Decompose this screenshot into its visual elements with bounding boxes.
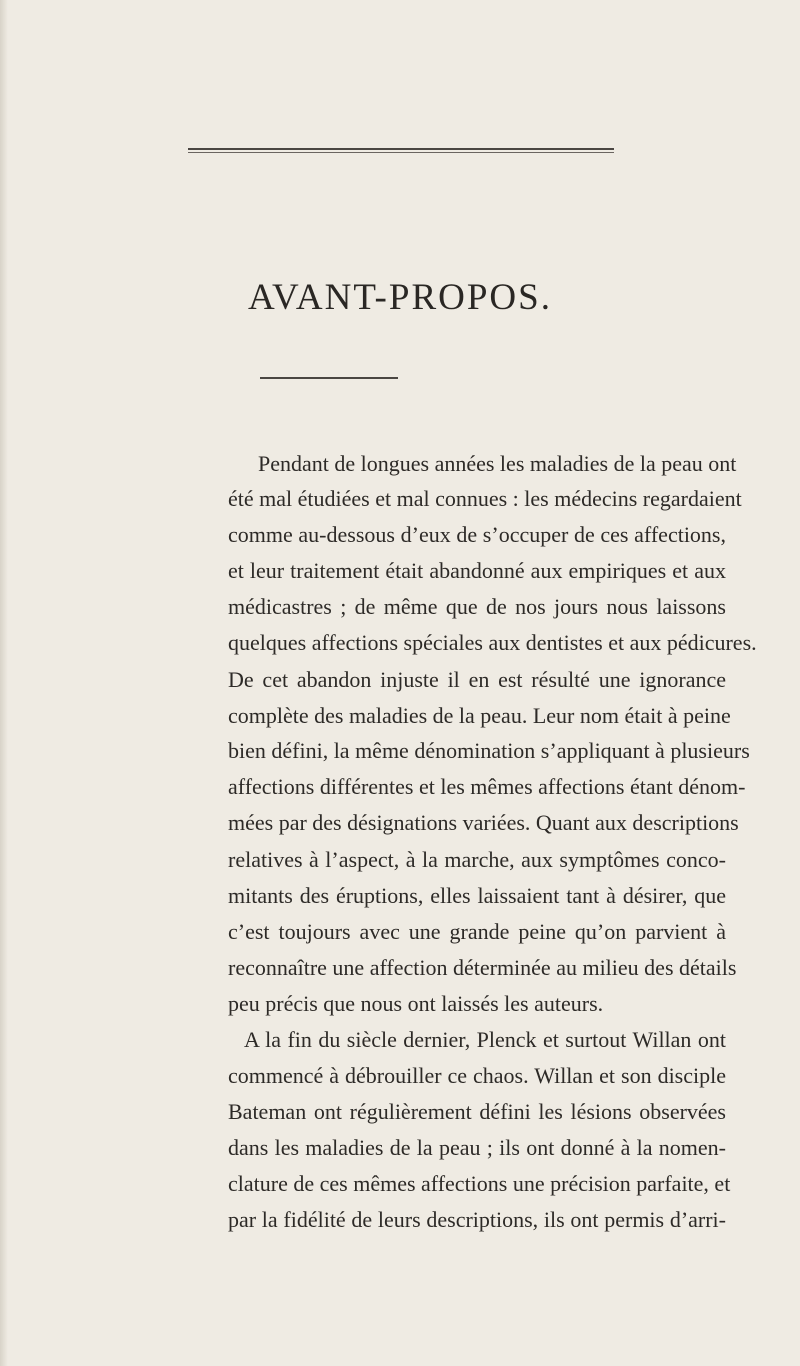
text-line: clature de ces mêmes affections une précision parfaite, et xyxy=(228,1171,731,1196)
text-line: dans les maladies de la peau ; ils ont donné à la nomen- xyxy=(228,1135,726,1160)
text-line: et leur traitement était abandonné aux empiriques et aux xyxy=(228,558,726,583)
text-line: par la fidélité de leurs descriptions, ils ont permis d’arri- xyxy=(228,1207,726,1232)
text-line: médicastres ; de même que de nos jours nous laissons xyxy=(228,594,726,619)
text-line: c’est toujours avec une grande peine qu’on parvient à xyxy=(228,919,726,944)
text-line: Bateman ont régulièrement défini les lésions observées xyxy=(228,1099,726,1124)
text-line: complète des maladies de la peau. Leur nom était à peine xyxy=(228,703,731,728)
page-edge-shadow xyxy=(0,0,8,1366)
text-line: Pendant de longues années les maladies de la peau ont xyxy=(258,451,737,476)
text-line: commencé à débrouiller ce chaos. Willan et son disciple xyxy=(228,1063,726,1088)
text-line: affections différentes et les mêmes affections étant dénom- xyxy=(228,774,746,799)
page-heading: AVANT-PROPOS. xyxy=(248,277,552,318)
text-line: De cet abandon injuste il en est résulté une ignorance xyxy=(228,667,726,692)
text-line: comme au-dessous d’eux de s’occuper de ces affections, xyxy=(228,522,726,547)
heading-divider xyxy=(260,377,398,379)
text-line: mitants des éruptions, elles laissaient tant à désirer, que xyxy=(228,883,726,908)
text-line: peu précis que nous ont laissés les auteurs. xyxy=(228,991,604,1016)
text-line: A la fin du siècle dernier, Plenck et surtout Willan ont xyxy=(244,1027,726,1052)
text-line: mées par des désignations variées. Quant aux descriptions xyxy=(228,810,739,835)
text-line: relatives à l’aspect, à la marche, aux symptômes conco- xyxy=(228,847,726,872)
text-line: bien défini, la même dénomination s’appliquant à plusieurs xyxy=(228,738,750,763)
text-line: quelques affections spéciales aux dentistes et aux pédicures. xyxy=(228,630,757,655)
top-double-rule xyxy=(188,148,614,153)
text-line: été mal étudiées et mal connues : les médecins regardaient xyxy=(228,486,742,511)
text-line: reconnaître une affection déterminée au milieu des détails xyxy=(228,955,737,980)
